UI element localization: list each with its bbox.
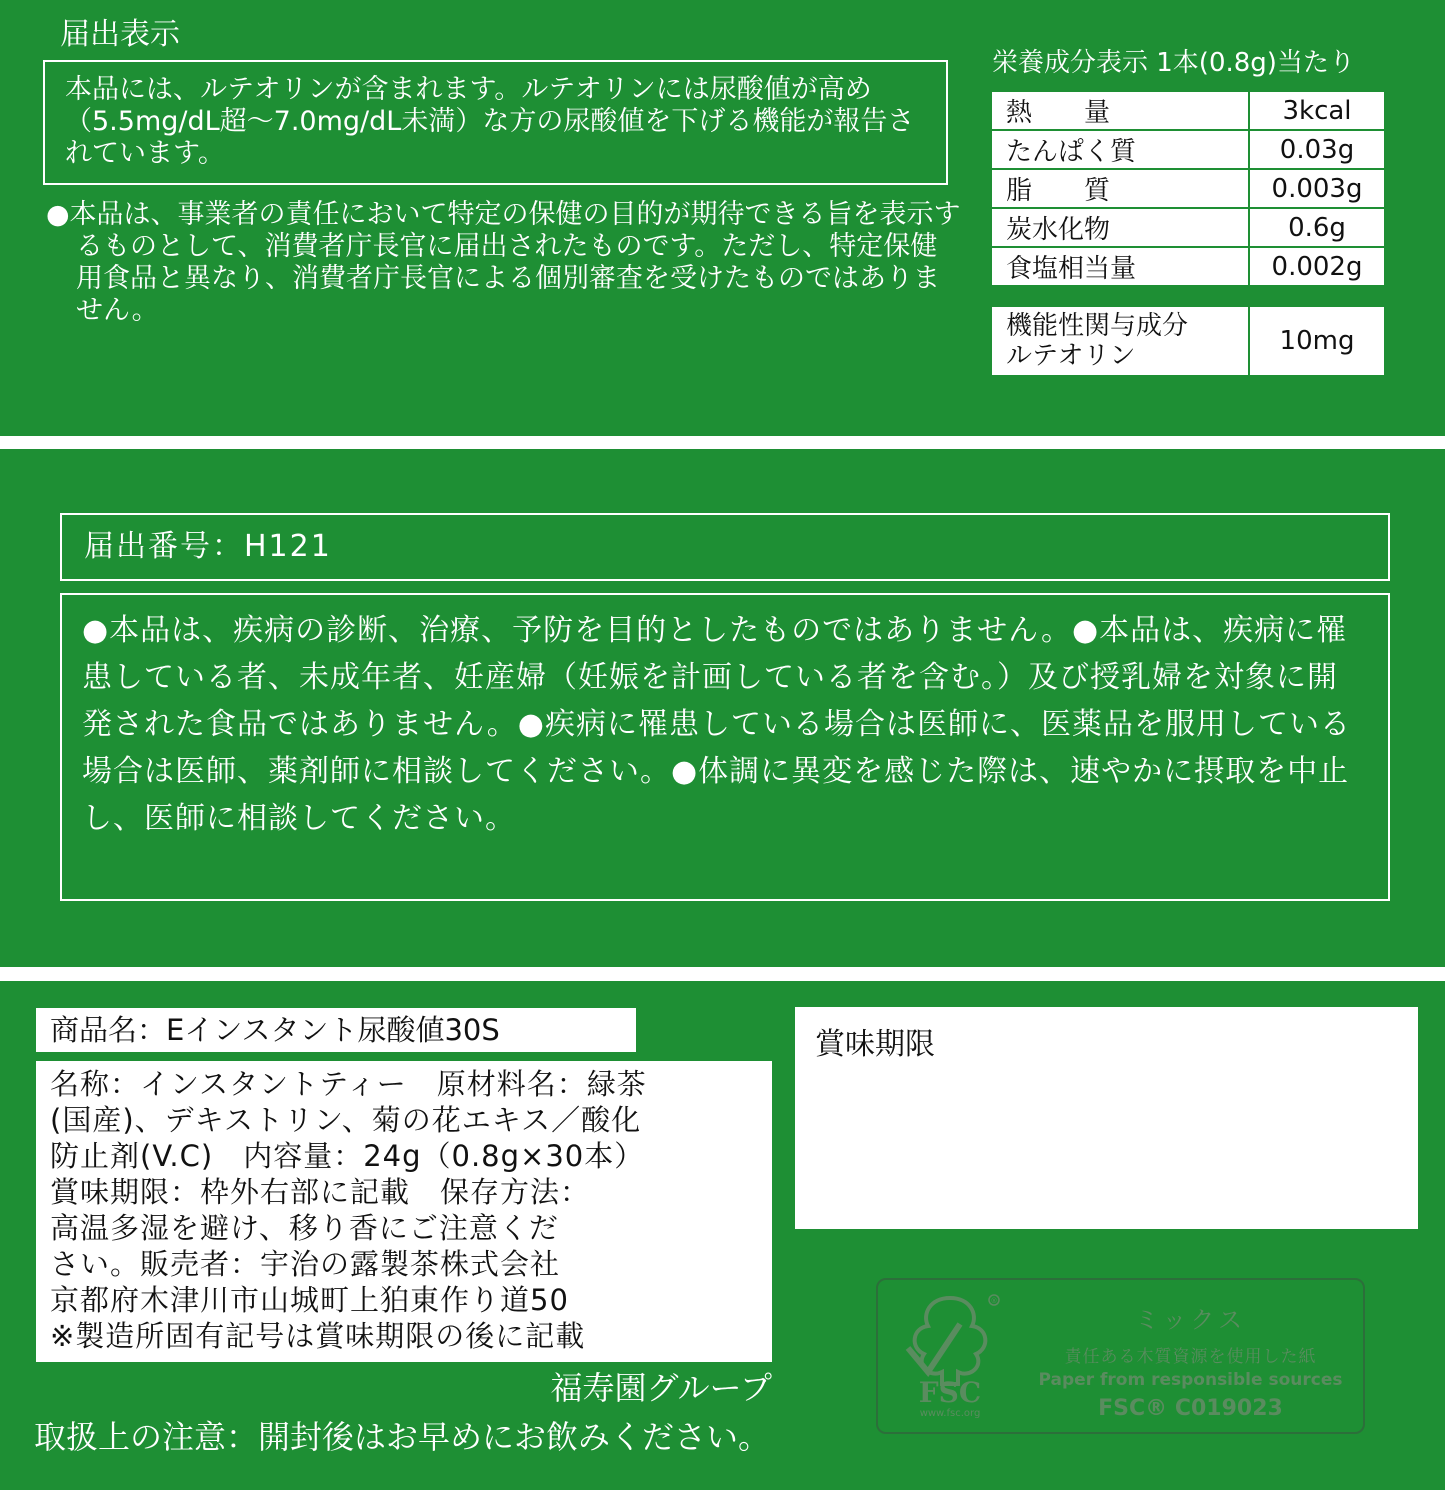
nutrient-value: 0.002g (1249, 247, 1385, 286)
company-group: 福寿園グループ (550, 1369, 772, 1407)
table-row (991, 247, 1385, 286)
label-line: (国産)、デキストリン、菊の花エキス／酸化 (50, 1103, 642, 1137)
table-row (991, 91, 1385, 130)
label-line: ※製造所固有記号は賞味期限の後に記載 (50, 1319, 586, 1353)
label-line: 高温多湿を避け、移り香にご注意くだ (50, 1211, 559, 1245)
table-row (991, 208, 1385, 247)
fsc-logo-text: FSC (918, 1376, 982, 1409)
label-line: 防止剤(V.C) 内容量：24g（0.8g×30本） (50, 1139, 645, 1173)
functional-label (991, 306, 1249, 376)
fsc-code: FSC® C019023 (1098, 1396, 1283, 1421)
expiry-label: 賞味期限 (815, 1027, 935, 1062)
functional-component-table (990, 305, 1386, 377)
fsc-desc-jp: 責任ある木質資源を使用した紙 (1064, 1347, 1317, 1367)
nutrition-table (990, 90, 1386, 287)
label-line: 賞味期限：枠外右部に記載 保存方法： (50, 1175, 591, 1209)
functional-label-line2: ルテオリン (1006, 341, 1136, 371)
nutrient-label: 脂 質 (991, 169, 1249, 208)
label-line: さい。販売者：宇治の露製茶株式会社 (50, 1247, 561, 1281)
table-row (991, 169, 1385, 208)
fsc-desc-en: Paper from responsible sources (1038, 1370, 1343, 1390)
nutrient-value: 0.03g (1249, 130, 1385, 169)
nutrient-value: 0.6g (1249, 208, 1385, 247)
notification-note: ●本品は、事業者の責任において特定の保健の目的が期待できる旨を表示するものとして、消費者庁長官に届出されたものです。ただし、特定保健用食品と異なり、消費者庁長官による個別審査を受けたものではありません。 (46, 199, 961, 326)
label-line: 名称：インスタントティー 原材料名：緑茶 (50, 1067, 647, 1101)
fsc-registered-mark: ® (990, 1297, 998, 1305)
handling-note: 取扱上の注意：開封後はお早めにお飲みください。 (34, 1418, 771, 1456)
functional-value: 10mg (1249, 306, 1385, 376)
nutrient-label: 食塩相当量 (991, 247, 1249, 286)
caution-text: ●本品は、疾病の診断、治療、予防を目的としたものではありません。●本品は、疾病に罹患している者、未成年者、妊産婦（妊娠を計画している者を含む。）及び授乳婦を対象に開発された食品ではありません。●疾病に罹患している場合は医師に、医薬品を服用している場合は医師、薬剤師に相談してください。●体調に異変を感じた際は、速やかに摂取を中止し、医師に相談してください。 (60, 593, 1390, 901)
nutrient-value: 3kcal (1249, 91, 1385, 130)
label-line: 京都府木津川市山城町上狛東作り道50 (50, 1283, 569, 1317)
nutrient-label: 炭水化物 (991, 208, 1249, 247)
expiry-date-box (795, 1007, 1418, 1229)
nutrient-label: たんぱく質 (991, 130, 1249, 169)
fsc-url: www.fsc.org (919, 1408, 981, 1418)
notification-title: 届出表示 (60, 17, 180, 52)
nutrition-title: 栄養成分表示 1本(0.8g)当たり (992, 48, 1355, 78)
table-row (991, 130, 1385, 169)
notification-number: 届出番号：H121 (60, 513, 1390, 581)
nutrient-label: 熱 量 (991, 91, 1249, 130)
fsc-certification (876, 1278, 1365, 1434)
product-label-details (34, 1059, 774, 1364)
fsc-tree-logo-icon (890, 1288, 1010, 1418)
product-name: 商品名：Eインスタント尿酸値30S (34, 1006, 638, 1054)
fsc-mix: ミックス (1134, 1306, 1247, 1334)
table-row (991, 306, 1385, 376)
functional-label-line1: 機能性関与成分 (1006, 311, 1189, 341)
nutrient-value: 0.003g (1249, 169, 1385, 208)
notification-statement: 本品には、ルテオリンが含まれます。ルテオリンには尿酸値が高め（5.5mg/dL超～7.0mg/dL未満）な方の尿酸値を下げる機能が報告されています。 (43, 60, 948, 185)
